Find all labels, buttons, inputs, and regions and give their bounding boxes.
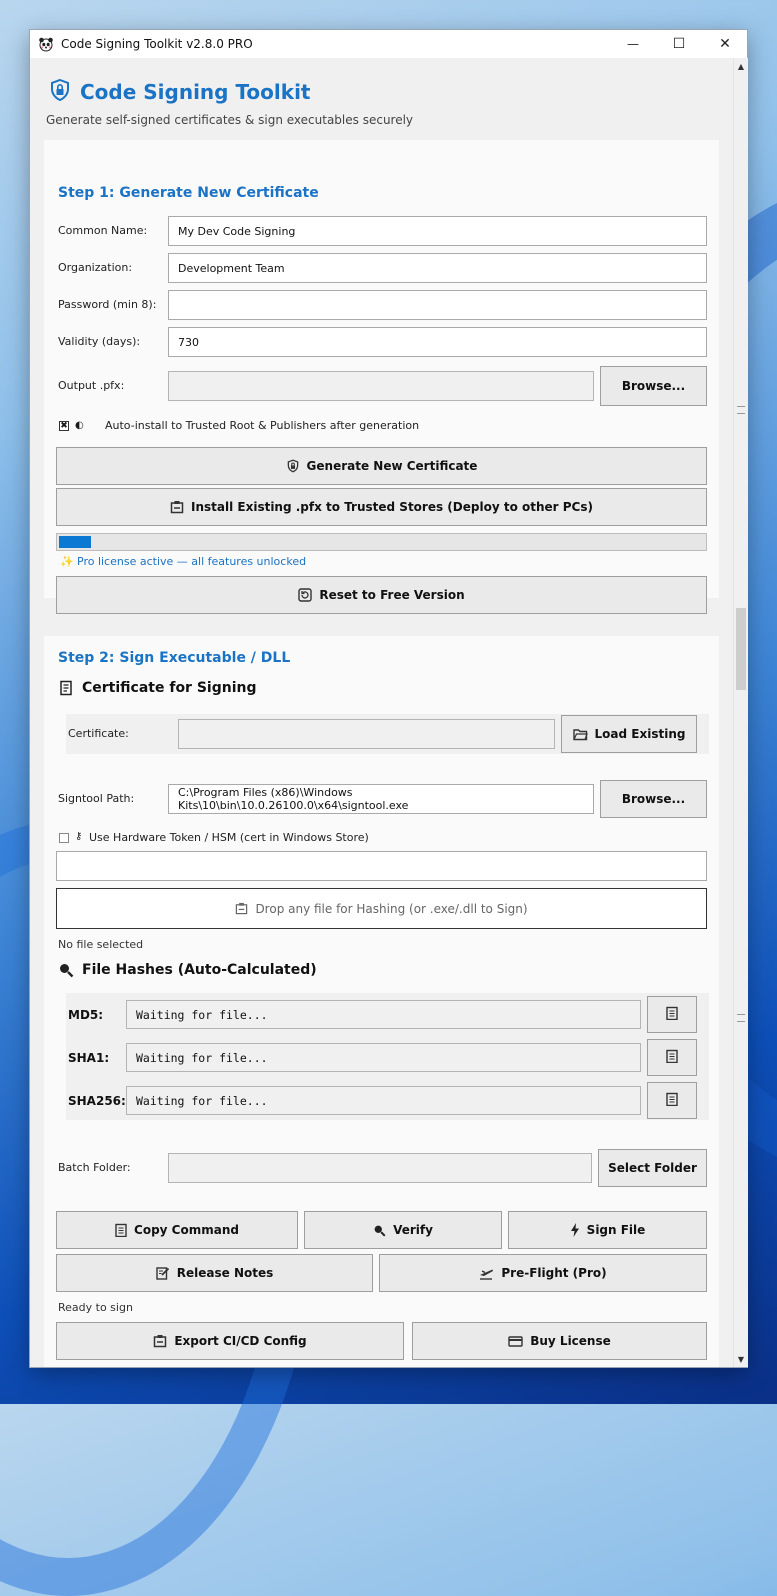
step1-heading: Step 1: Generate New Certificate	[58, 185, 319, 201]
hashes-section-label: File Hashes (Auto-Calculated)	[82, 962, 317, 978]
output-pfx-label: Output .pfx:	[58, 379, 125, 392]
drop-zone-label: Drop any file for Hashing (or .exe/.dll to Sign)	[255, 901, 528, 916]
md5-value[interactable]: Waiting for file...	[126, 1000, 641, 1029]
preflight-label: Pre-Flight (Pro)	[501, 1266, 607, 1280]
checkmark-icon: ✖	[60, 420, 68, 431]
app-subtitle: Generate self-signed certificates & sign executables securely	[46, 113, 414, 127]
release-notes-button[interactable]	[56, 1254, 373, 1292]
scroll-grip	[737, 406, 745, 414]
copy-command-button[interactable]	[56, 1211, 298, 1249]
output-browse-label: Browse...	[621, 379, 686, 393]
export-cicd-label: Export CI/CD Config	[174, 1334, 307, 1348]
minimize-button[interactable]	[610, 30, 656, 58]
release-notes-label: Release Notes	[176, 1266, 274, 1280]
common-name-field[interactable]: My Dev Code Signing	[168, 216, 707, 246]
hardware-token-label: Use Hardware Token / HSM (cert in Windows Store)	[89, 831, 369, 844]
load-existing-button[interactable]	[561, 715, 697, 753]
organization-label: Organization:	[58, 261, 133, 274]
cert-section-label: Certificate for Signing	[82, 680, 257, 696]
load-existing-label: Load Existing	[594, 727, 686, 741]
clipboard-icon	[666, 1049, 678, 1066]
output-pfx-field[interactable]	[168, 371, 594, 401]
sparkle-icon: ✨	[60, 555, 74, 568]
auto-install-checkbox[interactable]	[59, 421, 69, 431]
copy-command-label: Copy Command	[134, 1223, 239, 1237]
export-cicd-button[interactable]	[56, 1322, 404, 1360]
folder-icon	[573, 728, 588, 741]
scrollbar-thumb[interactable]	[736, 608, 746, 690]
password-field[interactable]	[168, 290, 707, 320]
close-button[interactable]	[702, 30, 748, 58]
memo-icon	[156, 1266, 170, 1280]
reset-free-button[interactable]	[56, 576, 707, 614]
organization-field[interactable]: Development Team	[168, 253, 707, 283]
copy-md5-button[interactable]	[647, 996, 697, 1033]
generate-certificate-label: Generate New Certificate	[306, 459, 478, 473]
step2-heading: Step 2: Sign Executable / DLL	[58, 650, 291, 666]
token-field[interactable]	[56, 851, 707, 881]
panda-icon	[37, 35, 55, 53]
buy-license-label: Buy License	[530, 1334, 611, 1348]
md5-label: MD5:	[68, 1008, 104, 1022]
validity-label: Validity (days):	[58, 335, 141, 348]
select-folder-button[interactable]	[598, 1149, 707, 1187]
package-icon	[170, 500, 184, 514]
hashes-section-title	[58, 962, 317, 978]
signtool-browse-button[interactable]	[600, 780, 707, 818]
hardware-token-checkbox[interactable]	[59, 833, 69, 843]
sha1-value[interactable]: Waiting for file...	[126, 1043, 641, 1072]
validity-field[interactable]: 730	[168, 327, 707, 357]
sign-file-label: Sign File	[586, 1223, 646, 1237]
title-bar[interactable]	[30, 30, 747, 58]
sha1-label: SHA1:	[68, 1051, 110, 1065]
signtool-label: Signtool Path:	[58, 792, 135, 805]
maximize-icon: ☐	[672, 36, 686, 52]
license-status: Pro license active — all features unlocked	[77, 555, 307, 568]
common-name-label: Common Name:	[58, 224, 148, 237]
sign-file-button[interactable]	[508, 1211, 707, 1249]
magnifier-icon	[58, 962, 74, 978]
preflight-button[interactable]	[379, 1254, 707, 1292]
output-browse-button[interactable]	[600, 366, 707, 406]
sha256-value[interactable]: Waiting for file...	[126, 1086, 641, 1115]
scroll-icon	[58, 680, 74, 696]
magnifier-icon	[373, 1224, 386, 1237]
signtool-path-field[interactable]: C:\Program Files (x86)\Windows Kits\10\bin\10.0.26100.0\x64\signtool.exe	[168, 784, 594, 814]
verify-button[interactable]	[304, 1211, 502, 1249]
clipboard-icon	[115, 1223, 127, 1237]
app-window	[30, 30, 747, 1367]
buy-license-button[interactable]	[412, 1322, 707, 1360]
copy-sha1-button[interactable]	[647, 1039, 697, 1076]
vertical-scrollbar[interactable]	[733, 58, 748, 1367]
install-existing-label: Install Existing .pfx to Trusted Stores (Deploy to other PCs)	[191, 500, 593, 514]
maximize-button[interactable]	[656, 30, 702, 58]
sign-status: Ready to sign	[58, 1301, 133, 1314]
generate-certificate-button[interactable]	[56, 447, 707, 485]
auto-install-label: Auto-install to Trusted Root & Publishers after generation	[105, 419, 420, 432]
close-icon: ✕	[719, 36, 731, 52]
install-existing-button[interactable]	[56, 488, 707, 526]
file-drop-zone[interactable]	[56, 888, 707, 929]
scroll-up-icon[interactable]: ▲	[737, 61, 745, 71]
credit-card-icon	[508, 1336, 523, 1347]
app-title: Code Signing Toolkit	[80, 79, 311, 104]
reset-icon	[298, 588, 312, 602]
key-icon: ⚷	[75, 831, 83, 842]
lightning-icon	[570, 1223, 580, 1237]
shield-lock-icon	[286, 459, 300, 473]
main-content	[30, 58, 733, 1367]
verify-label: Verify	[393, 1223, 433, 1237]
signtool-browse-label: Browse...	[621, 792, 686, 806]
half-circle-icon: ◐	[75, 420, 84, 431]
package-icon	[153, 1334, 167, 1348]
reset-free-label: Reset to Free Version	[319, 588, 465, 602]
shield-lock-icon	[48, 78, 72, 105]
select-folder-label: Select Folder	[608, 1161, 697, 1175]
batch-folder-label: Batch Folder:	[58, 1161, 131, 1174]
progress-fill	[59, 536, 91, 548]
app-header	[48, 78, 311, 105]
drop-file-icon	[235, 902, 248, 915]
scroll-grip	[737, 1014, 745, 1022]
scroll-down-icon[interactable]: ▼	[737, 1354, 745, 1364]
airplane-icon	[479, 1267, 494, 1280]
clipboard-icon	[666, 1006, 678, 1023]
window-title: Code Signing Toolkit v2.8.0 PRO	[61, 37, 253, 51]
generation-progress-bar	[56, 533, 707, 551]
minimize-icon: —	[627, 37, 639, 51]
cert-section-title	[58, 680, 257, 696]
certificate-label: Certificate:	[68, 727, 129, 740]
clipboard-icon	[666, 1092, 678, 1109]
sha256-label: SHA256:	[68, 1094, 126, 1108]
batch-folder-field[interactable]	[168, 1153, 592, 1183]
file-status: No file selected	[58, 938, 144, 951]
password-label: Password (min 8):	[58, 298, 157, 311]
copy-sha256-button[interactable]	[647, 1082, 697, 1119]
certificate-field[interactable]	[178, 719, 555, 749]
